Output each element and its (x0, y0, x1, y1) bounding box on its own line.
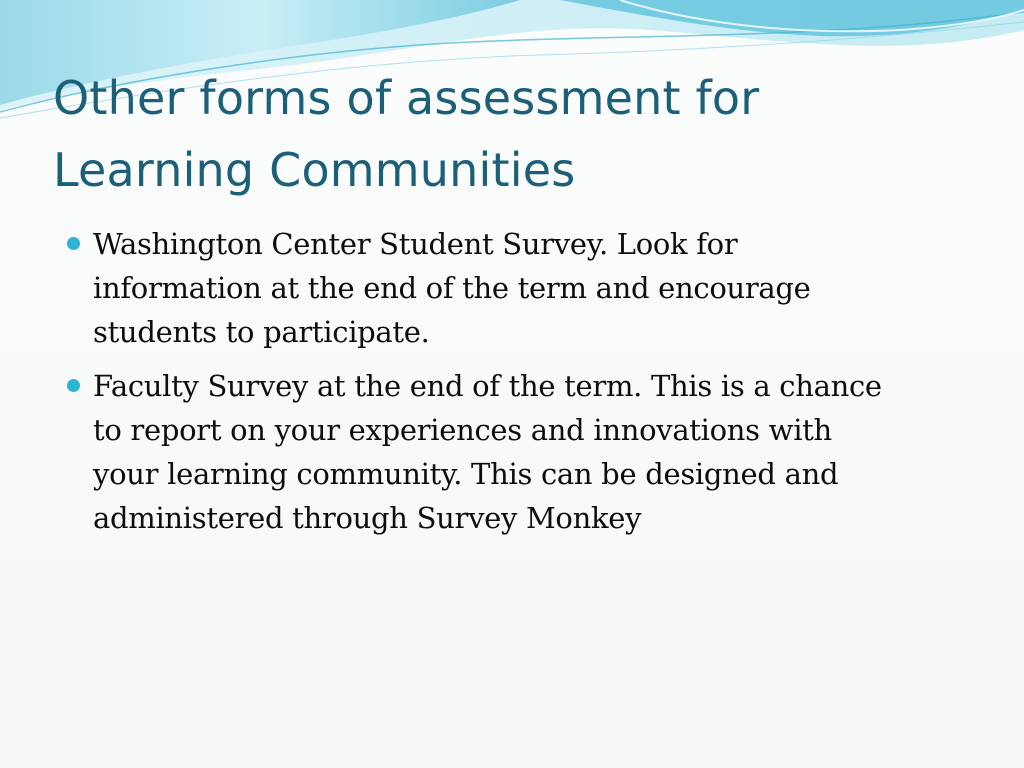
slide-title-line-1: Other forms of assessment for (53, 71, 760, 125)
bullet-line: to report on your experiences and innovations with (93, 413, 832, 447)
bullet-line: students to participate. (93, 315, 430, 349)
bullet-list (65, 222, 965, 550)
bullet-item (65, 222, 965, 354)
bullet-line: administered through Survey Monkey (93, 501, 642, 535)
bullet-line: Washington Center Student Survey. Look for (93, 227, 738, 261)
bullet-item (65, 364, 965, 540)
slide-title-line-2: Learning Communities (53, 143, 576, 197)
bullet-line: Faculty Survey at the end of the term. This is a chance (93, 369, 882, 403)
bullet-line: your learning community. This can be designed and (93, 457, 839, 491)
bullet-line: information at the end of the term and encourage (93, 271, 811, 305)
slide-title (53, 62, 993, 206)
bullet-marker-icon (67, 379, 80, 392)
bullet-marker-icon (67, 237, 80, 250)
